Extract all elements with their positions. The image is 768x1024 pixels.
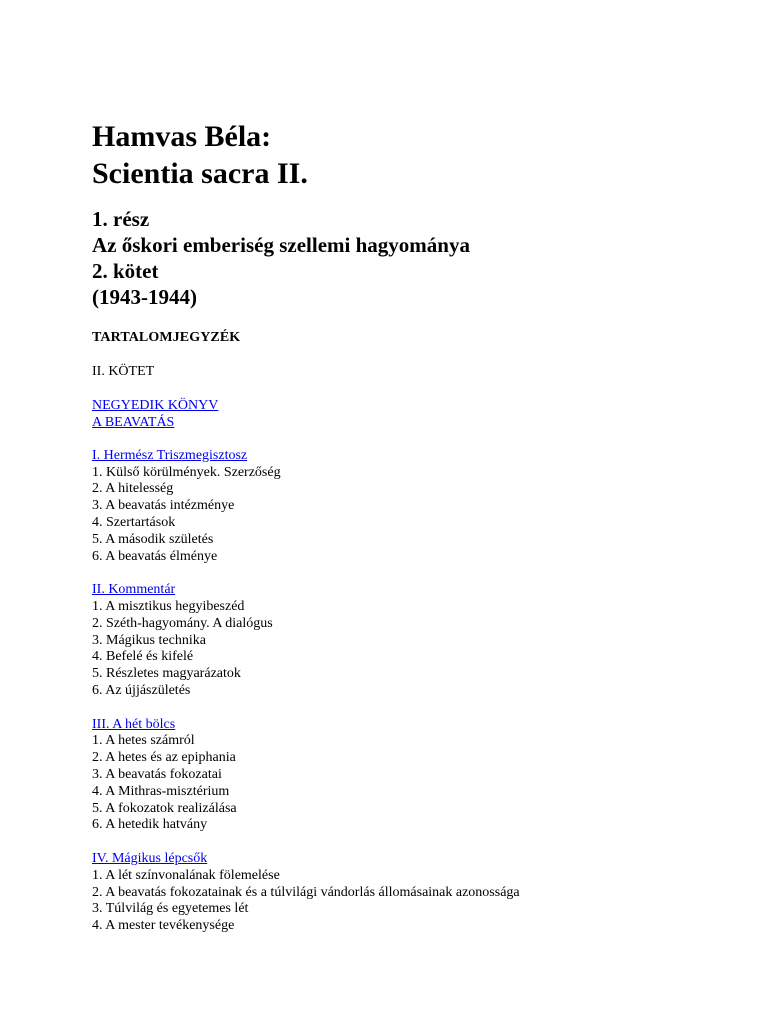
list-item: 2. A beavatás fokozatainak és a túlvilági vándorlás állomásainak azonossága xyxy=(92,884,520,900)
document-title xyxy=(92,118,752,192)
toc-heading: TARTALOMJEGYZÉK xyxy=(92,330,241,345)
subtitle-years: (1943-1944) xyxy=(92,285,197,309)
list-item: 5. A fokozatok realizálása xyxy=(92,800,237,816)
chapter-block xyxy=(92,448,752,566)
list-item: 5. Részletes magyarázatok xyxy=(92,666,241,682)
title-author: Hamvas Béla: xyxy=(92,120,272,153)
subtitle-part: 1. rész xyxy=(92,207,150,231)
list-item: 3. A beavatás intézménye xyxy=(92,498,235,514)
chapter-link[interactable]: III. A hét bölcs xyxy=(92,716,176,732)
list-item: 3. Mágikus technika xyxy=(92,632,206,648)
list-item: 6. A beavatás élménye xyxy=(92,548,218,564)
list-item: 1. A misztikus hegyibeszéd xyxy=(92,598,245,614)
chapter-link[interactable]: II. Kommentár xyxy=(92,582,176,598)
list-item: 1. A lét színvonalának fölemelése xyxy=(92,867,280,883)
list-item: 6. A hetedik hatvány xyxy=(92,817,208,833)
document-subtitle xyxy=(92,206,752,310)
list-item: 2. A hetes és az epiphania xyxy=(92,750,236,766)
document-page xyxy=(92,118,752,935)
chapter-link[interactable]: I. Hermész Triszmegisztosz xyxy=(92,447,248,463)
list-item: 3. Túlvilág és egyetemes lét xyxy=(92,901,249,917)
list-item: 1. Külső körülmények. Szerzőség xyxy=(92,464,281,480)
chapter-block xyxy=(92,717,752,835)
list-item: 3. A beavatás fokozatai xyxy=(92,766,222,782)
list-item: 2. A hitelesség xyxy=(92,481,174,497)
chapter-block xyxy=(92,851,752,935)
list-item: 6. Az újjászületés xyxy=(92,682,191,698)
book-link[interactable]: NEGYEDIK KÖNYV xyxy=(92,398,219,413)
list-item: 1. A hetes számról xyxy=(92,733,195,749)
book-subtitle-link[interactable]: A BEAVATÁS xyxy=(92,415,175,430)
subtitle-topic: Az őskori emberiség szellemi hagyománya xyxy=(92,233,470,257)
book-block xyxy=(92,397,752,431)
list-item: 5. A második születés xyxy=(92,531,214,547)
list-item: 2. Széth-hagyomány. A dialógus xyxy=(92,615,273,631)
subtitle-volume: 2. kötet xyxy=(92,259,159,283)
chapter-block xyxy=(92,582,752,700)
title-work: Scientia sacra II. xyxy=(92,157,308,190)
list-item: 4. Szertartások xyxy=(92,514,176,530)
chapter-link[interactable]: IV. Mágikus lépcsők xyxy=(92,850,208,866)
list-item: 4. A mester tevékenysége xyxy=(92,918,235,934)
list-item: 4. A Mithras-misztérium xyxy=(92,783,230,799)
volume-label: II. KÖTET xyxy=(92,364,155,379)
list-item: 4. Befelé és kifelé xyxy=(92,649,194,665)
